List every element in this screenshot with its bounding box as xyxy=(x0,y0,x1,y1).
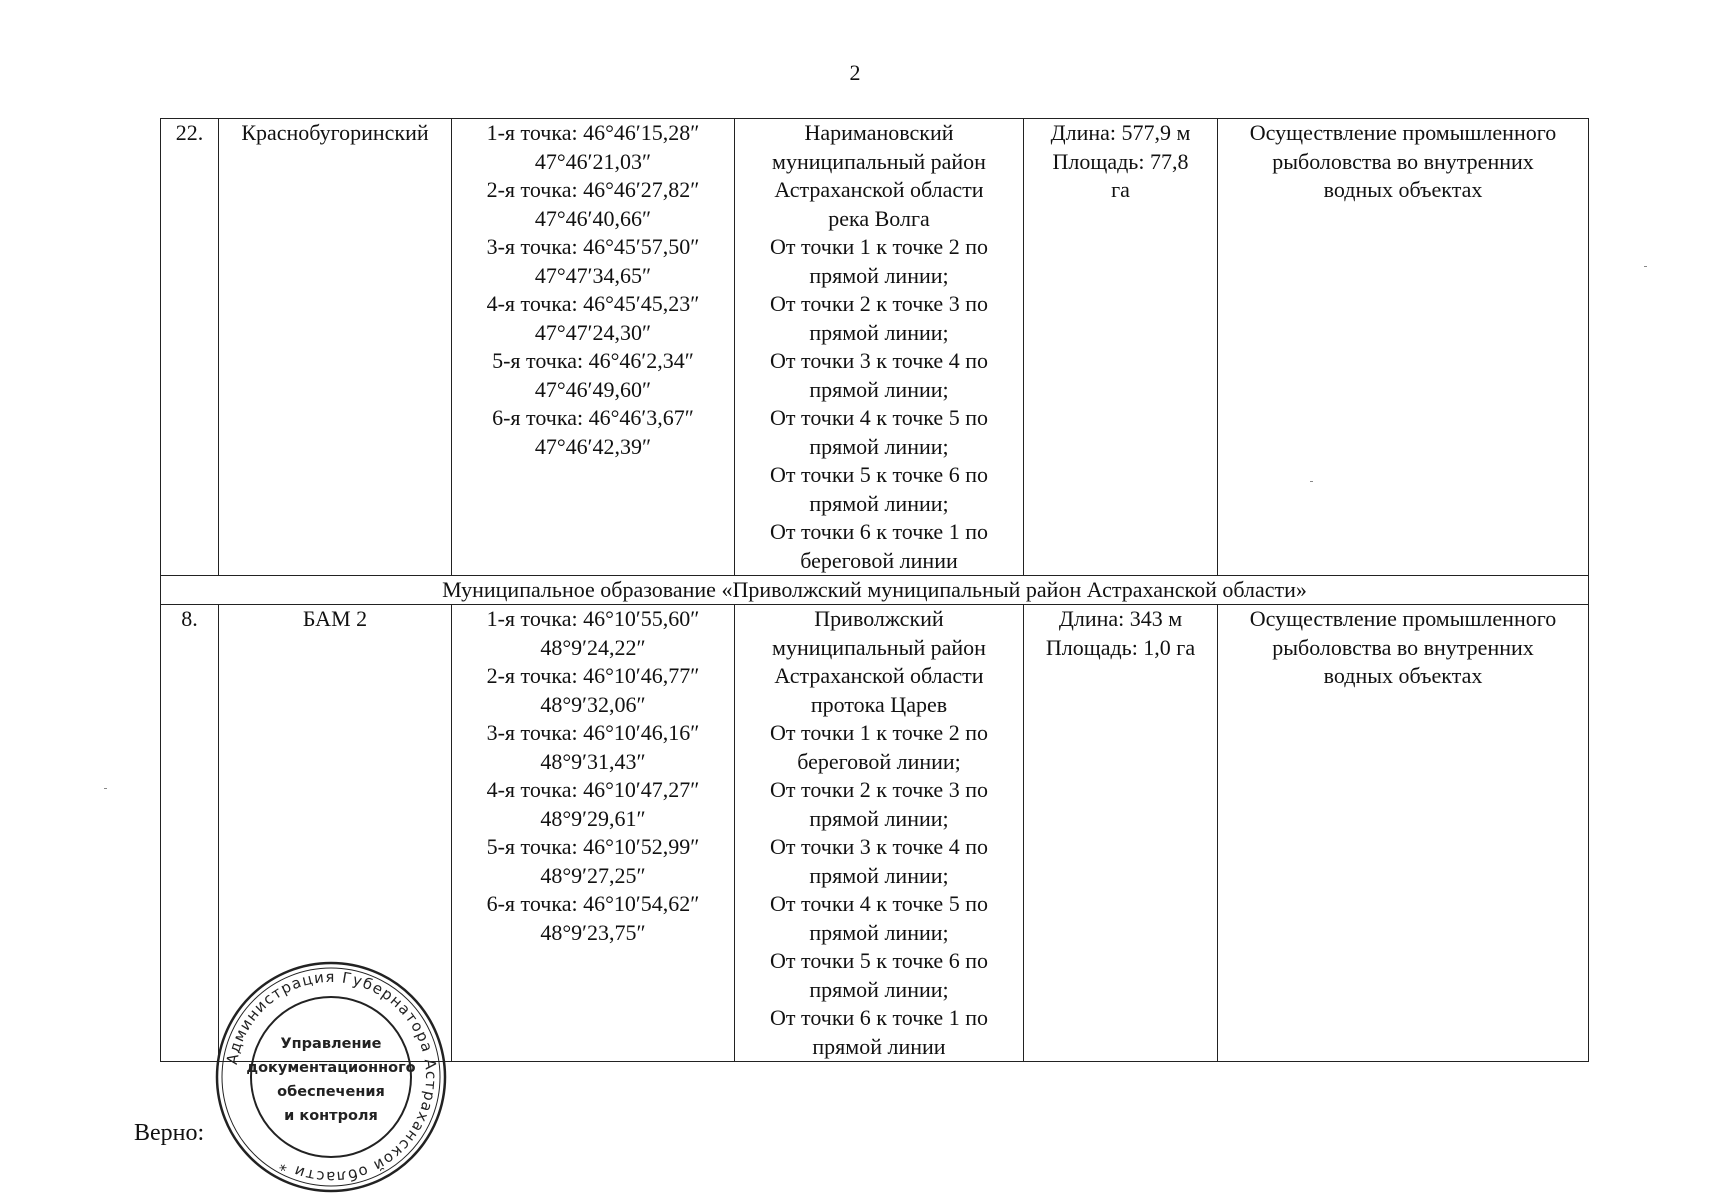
seal-center-line: и контроля xyxy=(284,1108,378,1124)
size-line: Площадь: 77,8 xyxy=(1052,148,1189,174)
location-line: От точки 4 к точке 5 по xyxy=(770,891,988,916)
location-line: прямой линии xyxy=(812,1033,946,1059)
location-cell xyxy=(735,119,1024,576)
location-line: От точки 6 к точке 1 по xyxy=(770,1005,988,1030)
coordinate-line: 6-я точка: 46°10′54,62″ xyxy=(486,891,700,916)
purpose-cell xyxy=(1218,119,1589,576)
coordinate-line: 5-я точка: 46°10′52,99″ xyxy=(486,834,700,859)
registry-table xyxy=(160,118,1589,1062)
coordinate-line: 2-я точка: 46°46′27,82″ xyxy=(486,177,700,202)
location-line: прямой линии; xyxy=(809,976,949,1002)
group-heading-row xyxy=(161,576,1589,605)
location-line: От точки 1 к точке 2 по xyxy=(770,720,988,745)
location-line: От точки 5 к точке 6 по xyxy=(770,462,988,487)
location-line: протока Царев xyxy=(810,691,948,717)
row-number: 22. xyxy=(175,120,204,145)
row-number: 8. xyxy=(181,606,198,631)
coordinate-line: 47°46′42,39″ xyxy=(534,433,652,459)
coordinate-line: 4-я точка: 46°10′47,27″ xyxy=(486,777,700,802)
row-number-cell xyxy=(161,119,219,576)
coordinate-line: 1-я точка: 46°46′15,28″ xyxy=(486,120,700,145)
row-number-cell xyxy=(161,605,219,1062)
location-line: От точки 5 к точке 6 по xyxy=(770,948,988,973)
coordinate-line: 48°9′31,43″ xyxy=(540,748,646,774)
coordinate-line: 47°47′24,30″ xyxy=(534,319,652,345)
coordinate-line: 4-я точка: 46°45′45,23″ xyxy=(486,291,700,316)
scan-speck xyxy=(1310,481,1313,482)
location-line: береговой линии xyxy=(800,547,958,573)
location-line: прямой линии; xyxy=(809,805,949,831)
location-line: муниципальный район xyxy=(772,634,986,660)
site-name: БАМ 2 xyxy=(302,606,368,631)
coordinate-line: 48°9′27,25″ xyxy=(540,862,646,888)
site-name: Краснобугоринский xyxy=(241,120,429,145)
location-line: прямой линии; xyxy=(809,376,949,402)
size-line: Длина: 577,9 м xyxy=(1050,120,1191,145)
coordinate-line: 1-я точка: 46°10′55,60″ xyxy=(486,606,700,631)
location-line: прямой линии; xyxy=(809,319,949,345)
group-heading: Муниципальное образование «Приволжский муниципальный район Астраханской области» xyxy=(161,576,1589,605)
size-cell xyxy=(1024,605,1218,1062)
coordinate-line: 48°9′32,06″ xyxy=(540,691,646,717)
location-line: Астраханской области xyxy=(774,663,984,688)
size-line: га xyxy=(1111,177,1130,202)
coordinate-line: 48°9′24,22″ xyxy=(540,634,646,660)
seal-center-text xyxy=(246,1036,415,1124)
size-line: Длина: 343 м xyxy=(1058,606,1183,631)
purpose-line: водных объектах xyxy=(1323,663,1483,688)
coordinate-line: 6-я точка: 46°46′3,67″ xyxy=(492,405,694,430)
size-cell xyxy=(1024,119,1218,576)
purpose-cell xyxy=(1218,605,1589,1062)
location-line: Астраханской области xyxy=(774,177,984,202)
location-line: От точки 4 к точке 5 по xyxy=(770,405,988,430)
purpose-line: водных объектах xyxy=(1323,177,1483,202)
coordinate-line: 47°47′34,65″ xyxy=(534,262,652,288)
location-line: От точки 1 к точке 2 по xyxy=(770,234,988,259)
purpose-line: Осуществление промышленного xyxy=(1249,120,1557,145)
signature-label: Верно: xyxy=(134,1120,205,1146)
purpose-line: рыболовства во внутренних xyxy=(1272,148,1534,174)
scan-speck xyxy=(104,788,107,789)
location-line: муниципальный район xyxy=(772,148,986,174)
purpose-line: рыболовства во внутренних xyxy=(1272,634,1534,660)
coordinate-line: 48°9′23,75″ xyxy=(540,919,646,945)
coordinate-line: 5-я точка: 46°46′2,34″ xyxy=(492,348,694,373)
seal-center-line: Управление xyxy=(280,1036,382,1052)
coordinate-line: 48°9′29,61″ xyxy=(540,805,646,831)
table-row xyxy=(161,119,1589,576)
official-seal xyxy=(214,960,448,1194)
location-line: прямой линии; xyxy=(809,490,949,516)
page-number: 2 xyxy=(849,60,861,85)
location-line: От точки 6 к точке 1 по xyxy=(770,519,988,544)
scan-speck xyxy=(1644,266,1647,267)
purpose-line: Осуществление промышленного xyxy=(1249,606,1557,631)
size-line: Площадь: 1,0 га xyxy=(1045,634,1196,660)
location-line: От точки 2 к точке 3 по xyxy=(770,291,988,316)
coordinate-line: 3-я точка: 46°10′46,16″ xyxy=(486,720,700,745)
coordinates-cell xyxy=(452,119,735,576)
coordinates-cell xyxy=(452,605,735,1062)
location-line: От точки 2 к точке 3 по xyxy=(770,777,988,802)
coordinate-line: 3-я точка: 46°45′57,50″ xyxy=(486,234,700,259)
location-line: река Волга xyxy=(828,205,930,231)
location-line: От точки 3 к точке 4 по xyxy=(770,348,988,373)
seal-center-line: обеспечения xyxy=(277,1084,385,1100)
location-line: Приволжский xyxy=(814,606,944,631)
seal-ring-text: Администрация Губернатора Астраханской области * xyxy=(222,967,441,1187)
coordinate-line: 47°46′40,66″ xyxy=(534,205,652,231)
location-cell xyxy=(735,605,1024,1062)
coordinate-line: 47°46′21,03″ xyxy=(534,148,652,174)
location-line: прямой линии; xyxy=(809,919,949,945)
location-line: прямой линии; xyxy=(809,862,949,888)
seal-center-line: документационного xyxy=(246,1060,416,1076)
location-line: прямой линии; xyxy=(809,433,949,459)
coordinate-line: 2-я точка: 46°10′46,77″ xyxy=(486,663,700,688)
coordinate-line: 47°46′49,60″ xyxy=(534,376,652,402)
location-line: Наримановский xyxy=(804,120,954,145)
location-line: прямой линии; xyxy=(809,262,949,288)
location-line: От точки 3 к точке 4 по xyxy=(770,834,988,859)
location-line: береговой линии; xyxy=(797,748,961,774)
site-name-cell xyxy=(219,119,452,576)
